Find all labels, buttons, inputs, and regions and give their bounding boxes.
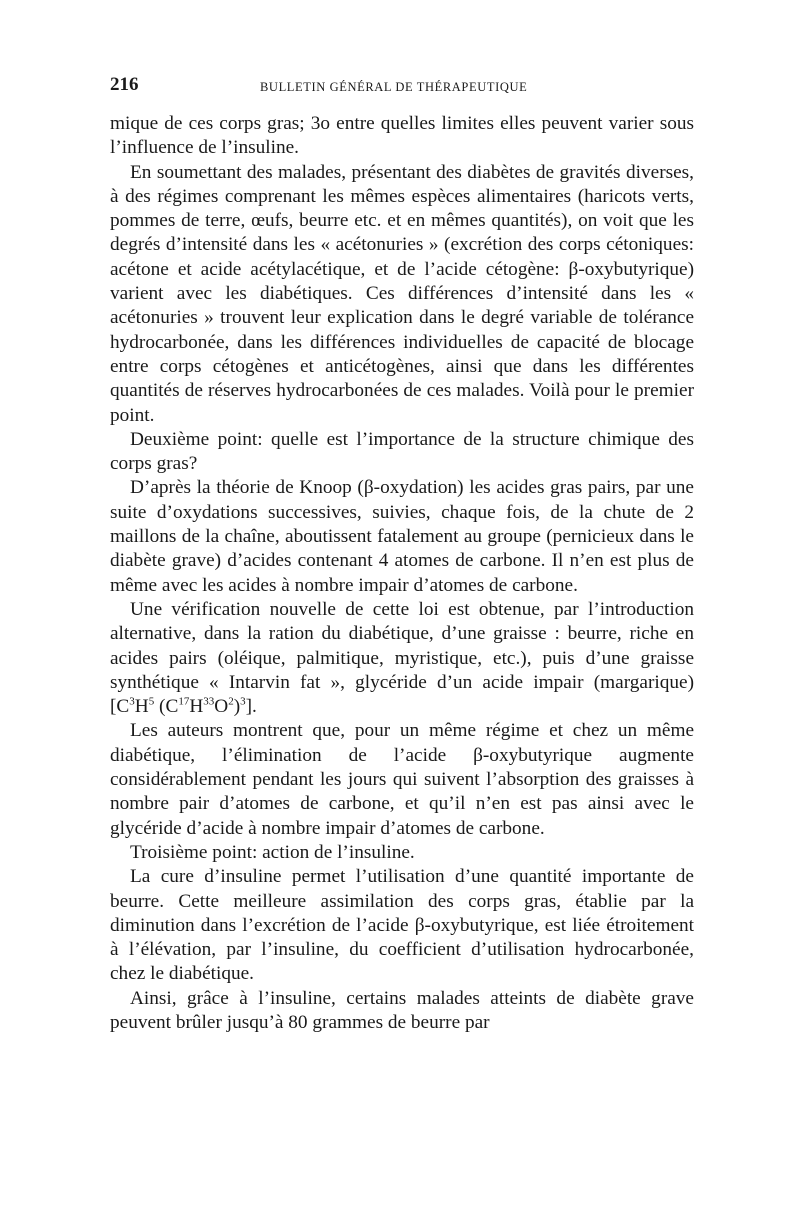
journal-title: BULLETIN GÉNÉRAL DE THÉRAPEUTIQUE — [260, 80, 528, 94]
running-header — [110, 74, 694, 98]
paragraph-knoop-theory: D’après la théorie de Knoop (β-oxydation) les acides gras pairs, par une suite d’oxydations successives, suivies, chaque fois, de la chute de 2 maillons de la chaîne, aboutissent fatalement au groupe (pernicieux dans le diabète grave) d’acides contenant 4 atomes de carbone. Il n’en est plus de même avec les acides à nombre impair d’atomes de carbone. — [110, 477, 694, 596]
paragraph-insulin-cure: La cure d’insuline permet l’utilisation d’une quantité importante de beurre. Cette meilleure assimilation des corps gras, établie par la diminution dans l’excrétion de l’acide β-oxybutyrique, est liée étroitement à l’élévation, par l’insuline, du coefficient d’utilisation hydrocarbonée, chez le diabétique. — [110, 866, 694, 985]
paragraph-continuation: mique de ces corps gras; 3o entre quelles limites elles peuvent varier sous l’influence de l’insuline. — [110, 113, 694, 159]
paragraph-authors-results: Les auteurs montrent que, pour un même régime et chez un même diabétique, l’élimination de l’acide β-oxybutyrique augmente considérablement pendant les jours qui suivent l’absorption des graisses à nombre pair d’atomes de carbone, et qu’il n’en est pas ainsi avec le glycéride d’acide à nombre impair d’atomes de carbone. — [110, 720, 694, 839]
paragraph-third-point-heading: Troisième point: action de l’insuline. — [130, 841, 415, 863]
paragraph-conclusion: Ainsi, grâce à l’insuline, certains malades atteints de diabète grave peuvent brûler jusqu’à 80 grammes de beurre par — [110, 987, 694, 1033]
paragraph-second-point-heading: Deuxième point: quelle est l’importance de la structure chimique des corps gras? — [110, 428, 694, 475]
chemical-formula: [$C^3H^5$ $(C^{17}H^{33}O^2)^3$]. — [110, 695, 257, 718]
page-number: 216 — [110, 74, 139, 95]
verification-text: Une vérification nouvelle de cette loi est obtenue, par l’introduction alternative, dans la ration du diabétique, d’une graisse : beurre, riche en acides pairs (oléique, palmitique, myristique, etc.), puis d’une graisse synthétique « Intarvin fat », glycéride d’un acide impair (margarique) — [110, 598, 694, 693]
body-text — [110, 112, 694, 1035]
paragraph-verification — [110, 598, 694, 719]
paragraph-first-point: En soumettant des malades, présentant des diabètes de gravités diverses, à des régimes comprenant les mêmes espèces alimentaires (haricots verts, pommes de terre, œufs, beurre etc. et en mêmes quantités), on voit que les degrés d’intensité dans les « acétonuries » (excrétion des corps cétoniques: acétone et acide acétylacétique, et de l’acide cétogène: β-oxybutyrique) varient avec les diabétiques. Ces différences d’intensité dans les « acétonuries » trouvent leur explication dans le degré variable de tolérance hydrocarbonée, dans les différences individuelles de capacité de blocage entre corps cétogènes et anticétogènes, ainsi que dans les différentes quantités de réserves hydrocarbonées de ces malades. Voilà pour le premier point. — [110, 161, 694, 426]
document-page — [110, 74, 694, 1035]
